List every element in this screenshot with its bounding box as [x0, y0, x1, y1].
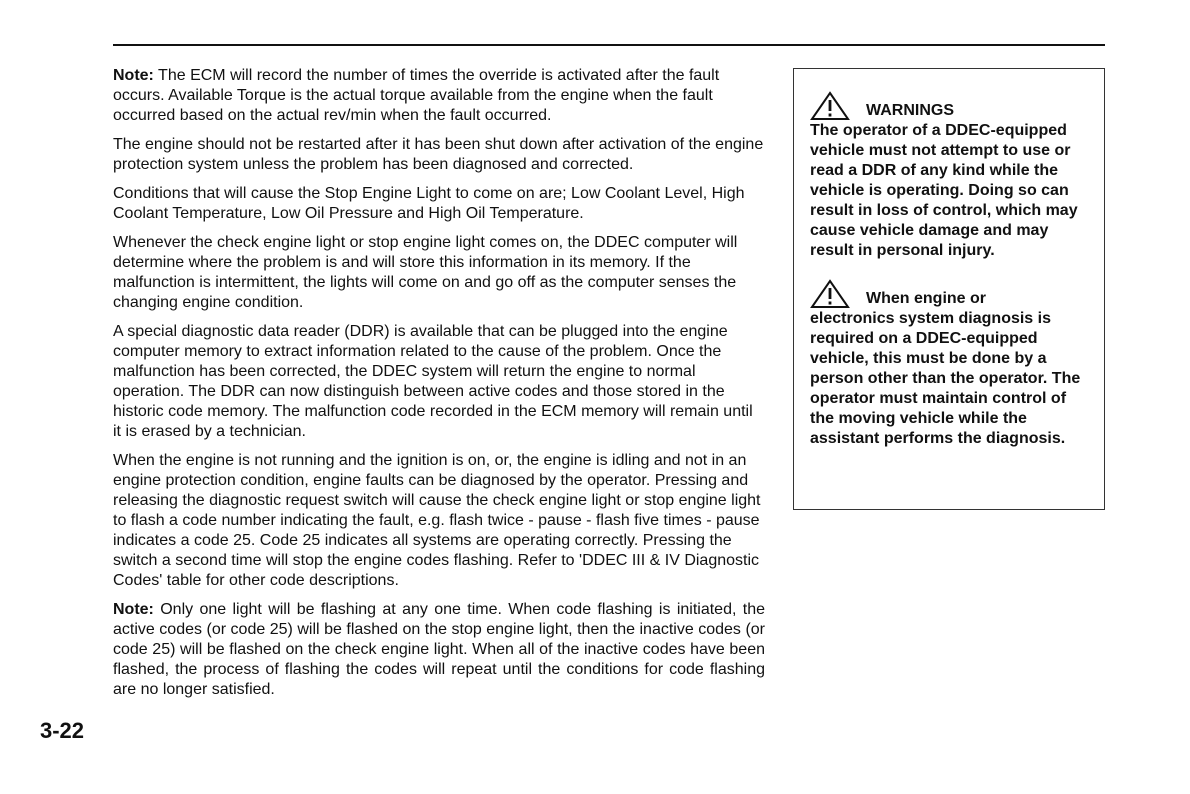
paragraph-ddr: A special diagnostic data reader (DDR) is available that can be plugged into the engine computer memory to extract information related to the cause of the problem. Once the malfunction has been corrected, the DDEC system will return the engine to normal operation. The DDR can now distinguish between active codes and those stored in the historic code memory. The malfunction code recorded in the ECM memory will remain until it is erased by a technician. [113, 323, 753, 440]
warning-heading [810, 275, 1094, 309]
paragraph-restart: The engine should not be restarted after it has been shut down after activation of the engine protection system unless the problem has been diagnosed and corrected. [113, 136, 764, 173]
page-number: 3-22 [40, 718, 85, 743]
top-rule [113, 44, 1105, 46]
paragraph-note-flashing [113, 600, 765, 700]
warning-triangle-icon [810, 91, 850, 121]
paragraph-stop-light-conditions: Conditions that will cause the Stop Engine Light to come on are; Low Coolant Level, High Coolant Temperature, Low Oil Pressure and High Oil Temperature. [113, 185, 745, 222]
paragraph-diagnosis-procedure: When the engine is not running and the ignition is on, or, the engine is idling and not in an engine protection condition, engine faults can be diagnosed by the operator. Pressing and releasing the diagnostic request switch will cause the check engine light or stop engine light to flash a code number indicating the fault, e.g. flash twice - pause - flash five times - pause indicates a code 25. Code 25 indicates all systems are operating correctly. Pressing the switch a second time will stop the engine codes flashing. Refer to 'DDEC III & IV Diagnostic Codes' table for other code descriptions. [113, 452, 761, 589]
paragraph-ddec-computer: Whenever the check engine light or stop engine light comes on, the DDEC computer will determine where the problem is and will store this information in its memory. If the malfunction is intermittent, the lights will come on and go off as the computer senses the changing engine condition. [113, 234, 738, 311]
paragraph-text: The ECM will record the number of times the override is activated after the fault occurs. Available Torque is the actual torque available from the engine when the fault occurred based on the actual rev/min when the fault occurred. [113, 67, 720, 124]
warning-block-diagnosis [810, 275, 1094, 449]
warning-body: The operator of a DDEC-equipped vehicle must not attempt to use or read a DDR of any kind while the vehicle is operating. Doing so can result in loss of control, which may cause vehicle damage and may result in personal injury. [810, 122, 1078, 259]
warning-body: electronics system diagnosis is required on a DDEC-equipped vehicle, this must be done by a person other than the operator. The operator must maintain control of the moving vehicle while the assistant performs the diagnosis. [810, 310, 1081, 447]
note-label: Note: [113, 601, 154, 618]
paragraph-text: Only one light will be flashing at any one time. When code flashing is initiated, the active codes (or code 25) will be flashed on the stop engine light, then the inactive codes (or code 25) will be flashed on the check engine light. When all of the inactive codes have been flashed, the process of flashing the codes will repeat until the conditions for code flashing are no longer satisfied. [113, 601, 765, 698]
paragraph-note-override [113, 66, 765, 126]
warning-heading [810, 87, 1094, 121]
warning-triangle-icon [810, 279, 850, 309]
main-text-column [113, 66, 765, 709]
warning-title: When engine or [866, 290, 986, 307]
warnings-box [793, 68, 1105, 510]
warning-block-ddr [810, 87, 1094, 261]
note-label: Note: [113, 67, 154, 84]
warning-title: WARNINGS [866, 102, 954, 119]
